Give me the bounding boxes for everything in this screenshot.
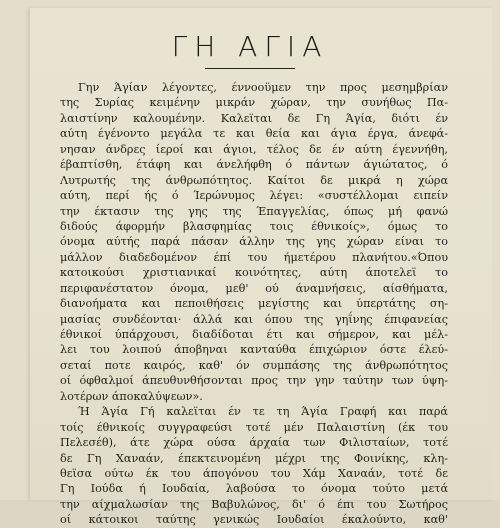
- text-line: δε Γη Χαναάν, έπεκτεινομένη μέχρι της Φοινίκης, κλη-: [60, 451, 448, 465]
- text-line: όνομα αύτής παρά πάσαν άλλην της γης χώραν είναι το: [60, 235, 448, 249]
- text-line: Πελεσέθ), άτε χώρα ούσα άρχαία των Φιλισταίων, τοτέ: [60, 436, 448, 450]
- text-line: Λυτρωτής της άνθρωπότητος. Καίτοι δε μικρά η χώρα: [60, 173, 448, 187]
- text-line: διανοήματα και πεποιθήσεις μεγίστης και ύπερτάτης ση-: [60, 297, 448, 311]
- text-line: μάλλον διαδεδομένον έπί του ήμετέρου πλανήτου.«Όπου: [60, 250, 448, 264]
- text-line: λοτέρων άποκαλύψεων».: [60, 389, 203, 403]
- body-text: [60, 80, 448, 528]
- text-line: αύτη, περί ής ό Ίερώνυμος λέγει: «συστέλλομαι ειπείν: [60, 189, 448, 203]
- title-underline: [205, 68, 295, 69]
- text-line: έθνικοί ύπάρχουσι, διαδίδοται έτι και σήμερον, και μέλ-: [60, 328, 448, 341]
- text-line: Γην Άγίαν λέγοντες, έννοοϋμεν την προς μεσημβρίαν: [78, 81, 448, 94]
- text-line: διδούς άφορμήν βλασφημίας τοις έθνικοίς», όμως το: [60, 219, 448, 233]
- text-line: λαιστίνην καλουμένην. Καλεϊται δε Γη Άγία, διότι έν: [60, 111, 448, 125]
- text-line: την έκτασιν της γης της Έπαγγελίας, όπως μή φανώ: [60, 204, 448, 218]
- text-line: της Συρίας κειμένην μικράν χώραν, την συνήθως Πα-: [60, 96, 448, 110]
- text-line: θεϊσα ούτω έκ του άπογόνου του Χάμ Χαναάν, τοτέ δε: [60, 466, 448, 480]
- text-line: περιφανέστατον όνομα, μεθ' ού άναμνήσεις, αίσθήματα,: [60, 281, 448, 295]
- text-line: κατοικούσι χριστιανικαί κοινότητες, αύτη άποτελεϊ το: [60, 266, 448, 280]
- text-line: λει του λοιπού άποβηναι κανταύθα έπιχώριον όστε έλεύ-: [60, 343, 448, 357]
- text-line: αύτη έγένοντο μεγάλα τε και θεία και άγια έργα, άνεφά-: [60, 127, 448, 141]
- text-line: τοίς έθνικοίς συγγραφεύσι τοτέ μέν Παλαιστίνη (έκ του: [60, 420, 448, 434]
- text-line: σεταί ποτε καιρός, καθ' όν συμπάσης της άνθρωπότητος: [60, 358, 448, 372]
- text-line: μασίας συνδέονται· άλλά και όπου της γηΐνης έπιφανείας: [60, 312, 448, 326]
- text-line: Γη Ιούδα ή Ιουδαία, λαβούσα το όνομα τούτο μετά: [60, 482, 448, 496]
- text-line: οί όφθαλμοί άπευθυνθήσονται προς την γην ταύτην των ύψη-: [60, 374, 448, 388]
- text-line: Ή Άγία Γή καλεϊται έν τε τη Άγία Γραφή και παρά: [78, 405, 448, 419]
- page-title: ΓΗ ΑΓΙΑ: [171, 30, 329, 63]
- text-line: οί κάτοικοι ταύτης γενικώς Ιουδαίοι έκαλούντο, καθ': [60, 513, 448, 527]
- text-line: έβαπτίσθη, έτάφη και άνελήφθη ό πάντων άγιώτατος, ό: [60, 158, 448, 172]
- text-line: νησαν άνδρες ίεροί και άγιοι, τέλος δε έν αύτη έγεννήθη,: [60, 142, 448, 156]
- text-line: την αίχμαλωσίαν της Βαβυλώνος, δι' ό έπι του Σωτήρος: [60, 497, 448, 511]
